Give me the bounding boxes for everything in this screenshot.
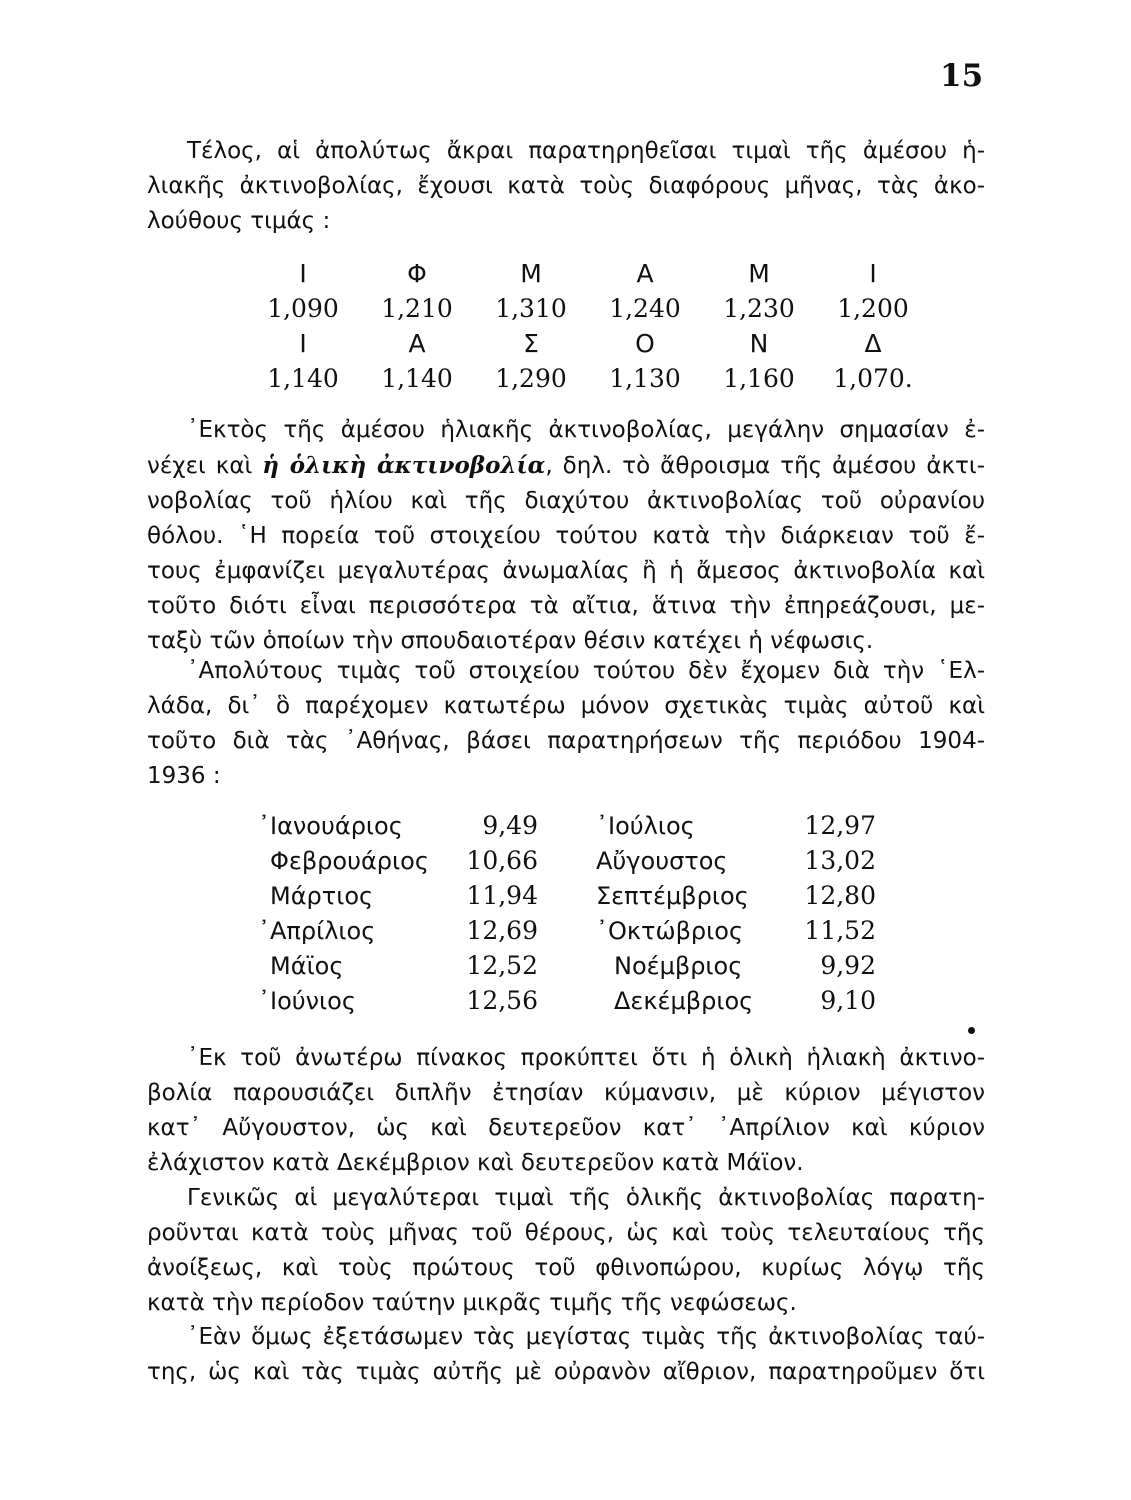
- text-line: ἐλάχιστον κατὰ Δεκέμβριον καὶ δευτερεῦον κατὰ Μάϊον.: [147, 1150, 804, 1176]
- text-line: κατ᾿ Αὔγουστον, ὡς καὶ δευτερεῦον κατ᾿ ᾿Απρίλιον καὶ κύριον: [147, 1115, 985, 1141]
- text-line: τοῦτο διὰ τὰς ᾿Αθήνας, βάσει παρατηρήσεων τῆς περιόδου 1904-: [147, 728, 985, 754]
- table-cell: Σ: [523, 329, 539, 358]
- month-value: 12,69: [466, 916, 538, 945]
- month-value: 12,80: [804, 881, 876, 910]
- text-fragment: νέχει καὶ: [147, 453, 263, 479]
- text-line: [147, 448, 985, 484]
- text-line: βολία παρουσιάζει διπλῆν ἐτησίαν κύμανσιν, μὲ κύριον μέγιστον: [147, 1080, 985, 1106]
- month-value: 9,10: [820, 986, 876, 1015]
- month-name: Φεβρουάριος: [270, 846, 429, 875]
- text-line: ᾿Εκτὸς τῆς ἀμέσου ἡλιακῆς ἀκτινοβολίας, μεγάλην σημασίαν ἐ-: [187, 417, 985, 443]
- month-name: Σεπτέμβριος: [596, 881, 749, 910]
- paragraph-5: [147, 1181, 985, 1321]
- month-name: Μάϊος: [270, 951, 344, 980]
- text-line: ροῦνται κατὰ τοὺς μῆνας τοῦ θέρους, ὡς καὶ τοὺς τελευταίους τῆς: [147, 1220, 985, 1246]
- table-row: [246, 326, 930, 361]
- text-line: ἀνοίξεως, καὶ τοὺς πρώτους τοῦ φθινοπώρου, κυρίως λόγῳ τῆς: [147, 1255, 985, 1281]
- month-value: 9,49: [482, 811, 538, 840]
- paragraph-2: [147, 413, 985, 659]
- month-name: ᾿Ιούνιος: [258, 986, 356, 1015]
- table-cell: 1,210: [381, 294, 453, 323]
- table-row: [258, 983, 876, 1018]
- text-line: θόλου. ῾Η πορεία τοῦ στοιχείου τούτου κατὰ τὴν διάρκειαν τοῦ ἔ-: [147, 523, 985, 549]
- text-line: λούθους τιμάς :: [147, 208, 331, 234]
- text-line: Γενικῶς αἱ μεγαλύτεραι τιμαὶ τῆς ὁλικῆς ἀκτινοβολίας παρατη-: [187, 1185, 985, 1211]
- month-value: 10,66: [466, 846, 538, 875]
- table-row: [258, 843, 876, 878]
- month-name: Αὔγουστος: [596, 846, 728, 875]
- text-line: λιακῆς ἀκτινοβολίας, ἔχουσι κατὰ τοὺς διαφόρους μῆνας, τὰς ἀκο-: [147, 173, 985, 199]
- table-cell: 1,310: [495, 294, 567, 323]
- text-line: τους ἐμφανίζει μεγαλυτέρας ἀνωμαλίας ἢ ἡ ἄμεσος ἀκτινοβολία καὶ: [147, 558, 985, 584]
- month-value: 11,94: [466, 881, 538, 910]
- text-line: κατὰ τὴν περίοδον ταύτην μικρᾶς τιμῆς τῆς νεφώσεως.: [147, 1290, 797, 1316]
- table-cell: 1,090: [267, 294, 339, 323]
- month-name: Νοέμβριος: [614, 951, 743, 980]
- table-cell: Ι: [869, 259, 877, 288]
- table-row: [246, 256, 930, 291]
- table-cell: Α: [636, 259, 654, 288]
- emphasized-term: ἡ ὁλικὴ ἀκτινοβολία: [262, 452, 546, 479]
- text-line: νοβολίας τοῦ ἡλίου καὶ τῆς διαχύτου ἀκτινοβολίας τοῦ οὐρανίου: [147, 488, 985, 514]
- page-number: 15: [940, 58, 984, 94]
- month-name: Μάρτιος: [270, 881, 374, 910]
- month-name: ᾿Οκτώβριος: [596, 916, 744, 945]
- month-name: ᾿Ιούλιος: [596, 811, 695, 840]
- table-cell: Ο: [635, 329, 655, 358]
- table-cell: 1,200: [837, 294, 909, 323]
- table-row: [246, 361, 930, 396]
- table-cell: 1,130: [609, 364, 681, 393]
- table-row: [258, 878, 876, 913]
- table-cell: Ι: [299, 329, 307, 358]
- month-name: Δεκέμβριος: [614, 986, 754, 1015]
- paragraph-4: [147, 1041, 985, 1181]
- month-name: ᾿Ιανουάριος: [258, 811, 403, 840]
- month-value: 12,56: [466, 986, 538, 1015]
- text-line: της, ὡς καὶ τὰς τιμὰς αὐτῆς μὲ οὐρανὸν αἴθριον, παρατηροῦμεν ὅτι: [147, 1359, 985, 1385]
- month-value: 12,97: [804, 811, 876, 840]
- text-line: τοῦτο διότι εἶναι περισσότερα τὰ αἴτια, ἅτινα τὴν ἐπηρεάζουσι, με-: [147, 593, 985, 619]
- table-cell: 1,290: [495, 364, 567, 393]
- text-line: 1936 :: [147, 763, 221, 789]
- table-cell: Ν: [749, 329, 769, 358]
- table-row: [258, 913, 876, 948]
- table-cell: 1,070.: [833, 364, 913, 393]
- table-cell: Α: [408, 329, 426, 358]
- table-row: [246, 291, 930, 326]
- text-line: ταξὺ τῶν ὁποίων τὴν σπουδαιοτέραν θέσιν κατέχει ἡ νέφωσις.: [147, 628, 874, 654]
- ink-dot: [968, 1027, 975, 1034]
- table-cell: 1,160: [723, 364, 795, 393]
- monthly-radiation-table: [258, 808, 876, 1018]
- extreme-values-table: [246, 256, 930, 396]
- table-row: [258, 808, 876, 843]
- month-value: 12,52: [466, 951, 538, 980]
- month-name: ᾿Απρίλιος: [258, 916, 376, 945]
- text-line: ᾿Απολύτους τιμὰς τοῦ στοιχείου τούτου δὲν ἔχομεν διὰ τὴν ῾Ελ-: [187, 658, 985, 684]
- text-line: Τέλος, αἱ ἀπολύτως ἄκραι παρατηρηθεῖσαι τιμαὶ τῆς ἀμέσου ἡ-: [187, 138, 985, 164]
- text-line: ᾿Εκ τοῦ ἀνωτέρω πίνακος προκύπτει ὅτι ἡ ὁλικὴ ἡλιακὴ ἀκτινο-: [187, 1045, 985, 1071]
- table-cell: Δ: [864, 329, 882, 358]
- month-value: 9,92: [820, 951, 876, 980]
- paragraph-1: [147, 134, 985, 239]
- table-cell: Μ: [748, 259, 770, 288]
- table-cell: Φ: [407, 259, 427, 288]
- text-fragment: , δηλ. τὸ ἄθροισμα τῆς ἀμέσου ἀκτι-: [545, 453, 985, 479]
- table-cell: Ι: [299, 259, 307, 288]
- table-cell: Μ: [520, 259, 542, 288]
- paragraph-6: [147, 1320, 985, 1390]
- text-line: λάδα, δι᾿ ὃ παρέχομεν κατωτέρω μόνον σχετικὰς τιμὰς αὐτοῦ καὶ: [147, 693, 985, 719]
- text-line: ᾿Εὰν ὅμως ἐξετάσωμεν τὰς μεγίστας τιμὰς τῆς ἀκτινοβολίας ταύ-: [187, 1324, 985, 1350]
- month-value: 13,02: [804, 846, 876, 875]
- table-cell: 1,240: [609, 294, 681, 323]
- table-cell: 1,140: [267, 364, 339, 393]
- table-cell: 1,230: [723, 294, 795, 323]
- paragraph-3: [147, 654, 985, 794]
- table-row: [258, 948, 876, 983]
- table-cell: 1,140: [381, 364, 453, 393]
- month-value: 11,52: [804, 916, 876, 945]
